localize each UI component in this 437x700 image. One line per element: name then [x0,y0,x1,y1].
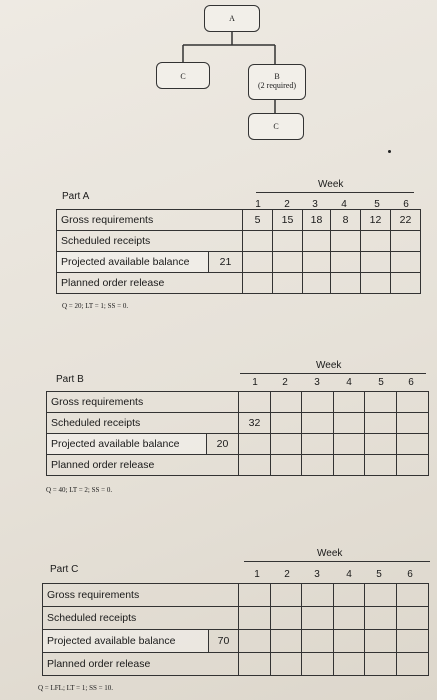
part-c-week-label: Week [317,548,343,559]
cell [365,607,397,630]
cell [331,273,361,294]
cell [303,231,331,252]
part-b-period-6: 6 [408,377,414,388]
cell [303,252,331,273]
part-a-row-scheduled [57,231,421,252]
row-label: Projected available balance [57,252,209,273]
cell [243,252,273,273]
cell [334,455,365,476]
part-a-row-gross [57,210,421,231]
part-c-row-gross [43,584,429,607]
part-b-period-1: 1 [252,377,258,388]
cell [302,413,334,434]
part-a-parameters: Q = 20; LT = 1; SS = 0. [62,302,129,310]
cell [397,584,429,607]
part-b-row-scheduled [47,413,429,434]
cell [365,653,397,676]
cell [302,434,334,455]
cell [243,273,273,294]
cell [334,434,365,455]
cell [239,392,271,413]
cell [334,607,365,630]
cell [391,273,421,294]
part-b-period-5: 5 [378,377,384,388]
cell [271,630,302,653]
row-label: Gross requirements [43,584,239,607]
row-label: Gross requirements [57,210,243,231]
cell [302,584,334,607]
cell [334,413,365,434]
part-c-period-6: 6 [407,569,413,580]
tree-node-b: B (2 required) [248,64,306,100]
row-label: Gross requirements [47,392,239,413]
cell [239,455,271,476]
cell [397,455,429,476]
part-a-week-rule [256,192,414,193]
part-b-period-4: 4 [346,377,352,388]
part-c-record-table [42,583,429,676]
part-a-period-1: 1 [255,199,261,210]
cell [391,231,421,252]
cell [365,434,397,455]
part-c-period-4: 4 [346,569,352,580]
cell [397,630,429,653]
cell [239,630,271,653]
cell [397,392,429,413]
cell [271,653,302,676]
part-b-week-label: Week [316,360,342,371]
row-label: Projected available balance [47,434,207,455]
cell [361,273,391,294]
cell [271,584,302,607]
part-c-row-planned [43,653,429,676]
part-b-row-gross [47,392,429,413]
row-label: Planned order release [43,653,239,676]
cell [239,653,271,676]
part-a-title: Part A [62,191,90,202]
cell [271,392,302,413]
cell [334,653,365,676]
part-c-row-scheduled [43,607,429,630]
part-c-period-1: 1 [254,569,260,580]
cell [331,252,361,273]
cell [365,630,397,653]
part-c-week-rule [244,561,430,562]
part-a-period-3: 3 [312,199,318,210]
row-label: Scheduled receipts [43,607,239,630]
cell: 12 [361,210,391,231]
cell [302,653,334,676]
part-b-period-3: 3 [314,377,320,388]
part-b-parameters: Q = 40; LT = 2; SS = 0. [46,486,113,494]
part-a-period-6: 6 [403,199,409,210]
cell: 22 [391,210,421,231]
initial-balance: 20 [207,434,239,455]
cell [239,584,271,607]
cell [273,273,303,294]
cell [273,231,303,252]
cell [391,252,421,273]
cell [302,392,334,413]
row-label: Scheduled receipts [57,231,243,252]
part-c-row-projected [43,630,429,653]
row-label: Scheduled receipts [47,413,239,434]
cell [365,413,397,434]
cell [397,434,429,455]
cell [397,607,429,630]
part-b-period-2: 2 [282,377,288,388]
cell: 18 [303,210,331,231]
cell [271,607,302,630]
part-c-period-5: 5 [376,569,382,580]
cell [302,630,334,653]
part-c-period-2: 2 [284,569,290,580]
tree-node-a: A [204,5,260,32]
cell [271,413,302,434]
ink-mark [388,150,391,153]
row-label: Projected available balance [43,630,209,653]
cell [334,630,365,653]
cell [361,231,391,252]
row-label: Planned order release [47,455,239,476]
part-b-row-projected [47,434,429,455]
part-b-week-rule [240,373,426,374]
tree-node-c-child: C [248,113,304,140]
cell: 8 [331,210,361,231]
part-a-week-label: Week [318,179,344,190]
part-a-record-table [56,209,421,294]
cell [365,392,397,413]
part-a-row-planned [57,273,421,294]
part-b-title: Part B [56,374,84,385]
cell [397,413,429,434]
cell [365,455,397,476]
tree-node-c-left: C [156,62,210,89]
initial-balance: 70 [209,630,239,653]
cell [361,252,391,273]
cell [334,584,365,607]
cell [331,231,361,252]
cell [273,252,303,273]
part-a-period-4: 4 [341,199,347,210]
cell [397,653,429,676]
part-b-record-table [46,391,429,476]
initial-balance: 21 [209,252,243,273]
cell: 32 [239,413,271,434]
cell: 15 [273,210,303,231]
part-a-row-projected [57,252,421,273]
cell [334,392,365,413]
part-a-period-5: 5 [374,199,380,210]
cell: 5 [243,210,273,231]
cell [243,231,273,252]
row-label: Planned order release [57,273,243,294]
cell [303,273,331,294]
cell [239,607,271,630]
part-a-period-2: 2 [284,199,290,210]
cell [271,434,302,455]
cell [365,584,397,607]
part-b-row-planned [47,455,429,476]
cell [302,455,334,476]
cell [271,455,302,476]
part-c-period-3: 3 [314,569,320,580]
part-c-title: Part C [50,564,79,575]
cell [239,434,271,455]
cell [302,607,334,630]
part-c-parameters: Q = LFL; LT = 1; SS = 10. [38,684,114,692]
